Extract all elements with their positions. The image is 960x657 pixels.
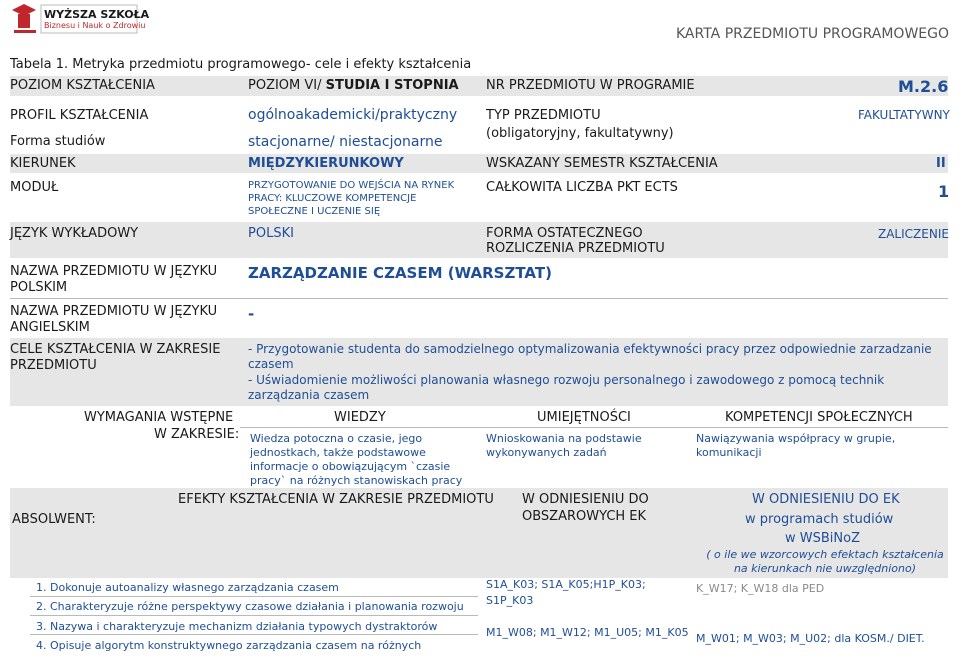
poziom-value-prefix: POZIOM VI/ <box>248 78 326 93</box>
divider <box>30 615 478 616</box>
poziom-value <box>248 78 459 93</box>
col-obszarowe-line1: W ODNIESIENIU DO <box>522 492 649 507</box>
cele-item-1: - Przygotowanie studenta do samodzielnego optymalizowania efektywności pracy przez odpowiednie zarzadzanie czasem <box>248 342 932 371</box>
kierunek-label: KIERUNEK <box>10 156 76 171</box>
profil-label: PROFIL KSZTAŁCENIA <box>10 108 149 123</box>
divider <box>10 298 948 299</box>
program-ref-1: K_W17; K_W18 dla PED <box>696 582 825 595</box>
nr-value: M.2.6 <box>898 77 949 96</box>
logo-line1: WYŻSZA SZKOŁA <box>44 8 150 21</box>
wymagania-label-line1: WYMAGANIA WSTĘPNE <box>84 410 234 425</box>
nr-label: NR PRZEDMIOTU W PROGRAMIE <box>486 78 695 93</box>
typ-value: FAKULTATYWNY <box>858 108 950 122</box>
absolwent-label: ABSOLWENT: <box>12 512 96 527</box>
efekt-item: 4. Opisuje algorytm konstruktywnego zarządzania czasem na różnych <box>36 639 422 652</box>
wymagania-label-line2: W ZAKRESIE: <box>154 427 240 442</box>
forma-label: Forma studiów <box>10 134 106 149</box>
forma-rozliczenia-value: ZALICZENIE <box>878 227 949 241</box>
efekt-item: 2. Charakteryzuje różne perspektywy czasowe działania i planowania rozwoju <box>36 600 464 613</box>
modul-value: PRZYGOTOWANIE DO WEJŚCIA NA RYNEK PRACY: KLUCZOWE KOMPETENCJE SPOŁECZNE I UCZENIE SIĘ <box>248 180 455 217</box>
row-jezyk-band <box>10 222 948 258</box>
modul-label: MODUŁ <box>10 180 59 195</box>
jezyk-label: JĘZYK WYKŁADOWY <box>10 226 139 241</box>
nazwa-pl-label: NAZWA PRZEDMIOTU W JĘZYKU POLSKIM <box>10 264 218 295</box>
ects-label: CAŁKOWITA LICZBA PKT ECTS <box>486 180 678 195</box>
program-ref-2: M_W01; M_W03; M_U02; dla KOSM./ DIET. <box>696 632 925 645</box>
col-program-line2: w programach studiów <box>745 512 894 527</box>
typ-label: TYP PRZEDMIOTU <box>486 108 601 123</box>
ects-value: 1 <box>938 182 950 201</box>
typ-sub: (obligatoryjny, fakultatywny) <box>486 126 674 141</box>
col-program-line1: W ODNIESIENIU DO EK <box>752 492 900 507</box>
nazwa-en-value: - <box>248 305 255 323</box>
logo-line2: Biznesu i Nauk o Zdrowiu <box>44 21 146 30</box>
efekt-item: 3. Nazywa i charakteryzuje mechanizm działania typowych dystraktorów <box>36 620 438 633</box>
poziom-value-bold: STUDIA I STOPNIA <box>325 78 459 93</box>
col-kompetencji-header: KOMPETENCJI SPOŁECZNYCH <box>725 410 913 425</box>
efekty-header: EFEKTY KSZTAŁCENIA W ZAKRESIE PRZEDMIOTU <box>178 492 494 507</box>
semestr-value: II <box>936 156 946 171</box>
forma-rozliczenia-label: FORMA OSTATECZNEGO ROZLICZENIA PRZEDMIOTU <box>486 226 665 256</box>
umiejetnosci-text: Wnioskowania na podstawie wykonywanych zadań <box>486 432 642 459</box>
ek-ref-2: M1_W08; M1_W12; M1_U05; M1_K05 <box>486 626 689 639</box>
col-obszarowe-line2: OBSZAROWYCH EK <box>522 509 647 524</box>
table-caption: Tabela 1. Metryka przedmiotu programowego- cele i efekty kształcenia <box>10 57 472 72</box>
efekt-item: 1. Dokonuje autoanalizy własnego zarządzania czasem <box>36 581 339 594</box>
cele-item-2: - Uświadomienie możliwości planowania własnego rozwoju personalnego i zawodowego z pomocą technik zarządzania czasem <box>248 373 885 402</box>
cele-label: CELE KSZTAŁCENIA W ZAKRESIE PRZEDMIOTU <box>10 342 221 373</box>
forma-value: stacjonarne/ niestacjonarne <box>248 134 443 150</box>
divider <box>30 634 478 635</box>
ek-ref-1: S1A_K03; S1A_K05;H1P_K03; S1P_K03 <box>486 578 646 607</box>
nazwa-en-label: NAZWA PRZEDMIOTU W JĘZYKU ANGIELSKIM <box>10 304 218 335</box>
semestr-label: WSKAZANY SEMESTR KSZTAŁCENIA <box>486 156 718 171</box>
poziom-label: POZIOM KSZTAŁCENIA <box>10 78 155 93</box>
jezyk-value: POLSKI <box>248 226 294 241</box>
kierunek-value: MIĘDZYKIERUNKOWY <box>248 156 404 171</box>
wiedzy-text: Wiedza potoczna o czasie, jego jednostkach, także podstawowe informacje o obowiązującym `czasie pracy` na różnych stanowiskach pracy <box>250 432 463 487</box>
nazwa-pl-value: ZARZĄDZANIE CZASEM (WARSZTAT) <box>248 264 552 282</box>
divider <box>240 427 948 428</box>
col-umiejetnosci-header: UMIEJĘTNOŚCI <box>537 410 631 425</box>
divider <box>30 596 478 597</box>
col-wiedzy-header: WIEDZY <box>334 410 386 425</box>
col-program-note: ( o ile we wzorcowych efektach kształcenia na kierunkach nie uwzględniono) <box>706 548 944 575</box>
row-kierunek-band <box>10 154 948 173</box>
document-title: KARTA PRZEDMIOTU PROGRAMOWEGO <box>676 26 950 42</box>
profil-value: ogólnoakademicki/praktyczny <box>248 107 458 123</box>
col-program-line3: w WSBiNoZ <box>785 531 860 546</box>
kompetencji-text: Nawiązywania współpracy w grupie, komunikacji <box>696 432 896 459</box>
